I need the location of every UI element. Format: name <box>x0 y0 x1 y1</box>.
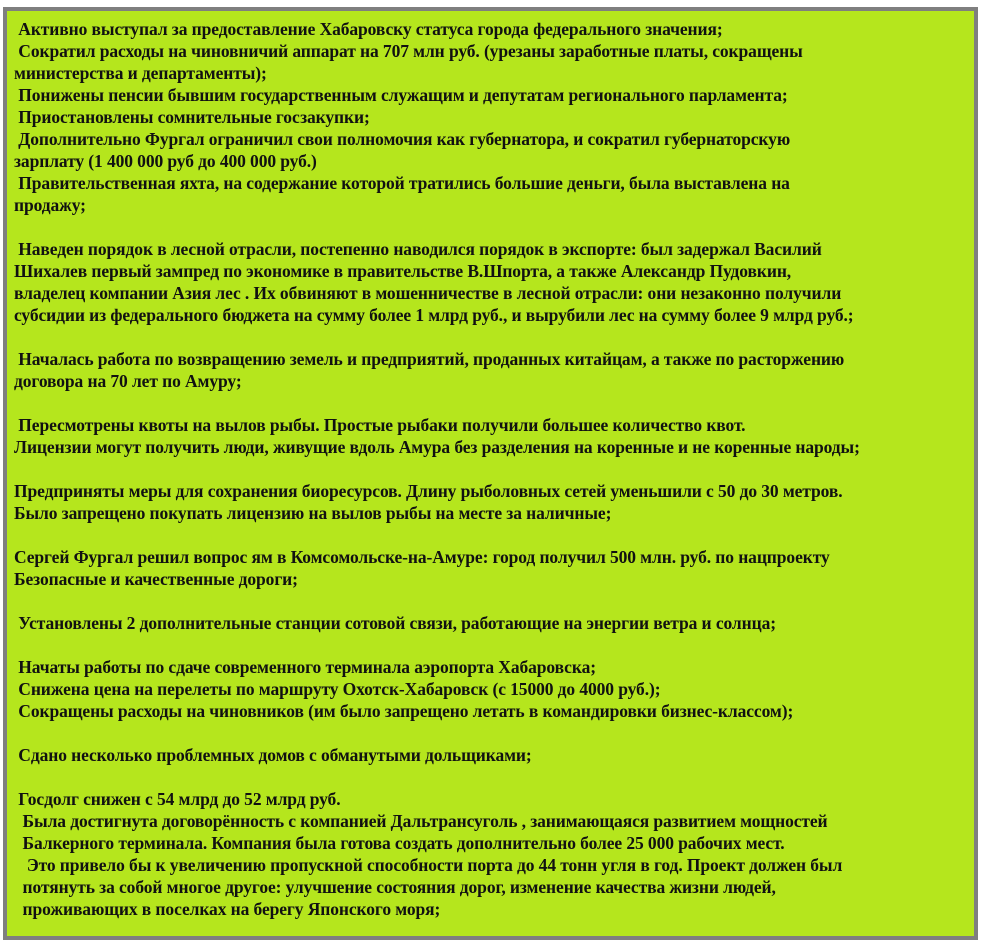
paragraph-gap <box>14 634 969 656</box>
text-line: Балкерного терминала. Компания была готова создать дополнительно более 25 000 рабочих мест. <box>14 833 785 853</box>
text-line: Понижены пенсии бывшим государственным служащим и депутатам регионального парламента; <box>14 85 788 105</box>
text-line: Правительственная яхта, на содержание которой тратились большие деньги, была выставлена на <box>14 173 790 193</box>
text-line: Безопасные и качественные дороги; <box>14 569 298 589</box>
text-line: Установлены 2 дополнительные станции сотовой связи, работающие на энергии ветра и солнца; <box>14 613 776 633</box>
text-line: Активно выступал за предоставление Хабаровску статуса города федерального значения; <box>14 19 723 39</box>
text-line: Предприняты меры для сохранения биоресурсов. Длину рыболовных сетей уменьшили с 50 до 30 метров. <box>14 481 843 501</box>
text-line: Шихалев первый зампред по экономике в правительстве В.Шпорта, а также Александр Пудовкин, <box>14 261 792 281</box>
paragraph-gap <box>14 766 969 788</box>
text-line: Пересмотрены квоты на вылов рыбы. Простые рыбаки получили большее количество квот. <box>14 415 746 435</box>
text-line: зарплату (1 400 000 руб до 400 000 руб.) <box>14 151 317 171</box>
text-line: владелец компании Азия лес . Их обвиняют в мошенничестве в лесной отрасли: они незаконно получили <box>14 283 842 303</box>
text-line: продажу; <box>14 195 86 215</box>
paragraph-gap <box>14 392 969 414</box>
text-line: Начаты работы по сдаче современного терминала аэропорта Хабаровска; <box>14 657 596 677</box>
paragraph-gap <box>14 326 969 348</box>
text-line: Сократил расходы на чиновничий аппарат на 707 млн руб. (урезаны заработные платы, сокращены <box>14 41 803 61</box>
text-line: Дополнительно Фургал ограничил свои полномочия как губернатора, и сократил губернаторскую <box>14 129 791 149</box>
text-line: Лицензии могут получить люди, живущие вдоль Амура без разделения на коренные и не коренные народы; <box>14 437 860 457</box>
text-line: Наведен порядок в лесной отрасли, постепенно наводился порядок в экспорте: был задержал Василий <box>14 239 822 259</box>
paragraph-gap <box>14 216 969 238</box>
text-line: Это привело бы к увеличению пропускной способности порта до 44 тонн угля в год. Проект должен был <box>14 855 843 875</box>
text-line: Сокращены расходы на чиновников (им было запрещено летать в командировки бизнес-классом); <box>14 701 794 721</box>
text-line: субсидии из федерального бюджета на сумму более 1 млрд руб., и вырубили лес на сумму более 9 млрд руб.; <box>14 305 854 325</box>
text-line: Приостановлены сомнительные госзакупки; <box>14 107 370 127</box>
document-text <box>14 18 969 920</box>
text-line: министерства и департаменты); <box>14 63 267 83</box>
text-line: потянуть за собой многое другое: улучшение состояния дорог, изменение качества жизни людей, <box>14 877 776 897</box>
text-line: Снижена цена на перелеты по маршруту Охотск-Хабаровск (с 15000 до 4000 руб.); <box>14 679 661 699</box>
text-line: Было запрещено покупать лицензию на вылов рыбы на месте за наличные; <box>14 503 612 523</box>
text-line: Была достигнута договорённость с компанией Дальтрансуголь , занимающаяся развитием мощностей <box>14 811 828 831</box>
text-line: Сдано несколько проблемных домов с обманутыми дольщиками; <box>14 745 532 765</box>
paragraph-gap <box>14 458 969 480</box>
text-line: договора на 70 лет по Амуру; <box>14 371 242 391</box>
paragraph-gap <box>14 524 969 546</box>
paragraph-gap <box>14 722 969 744</box>
text-line: проживающих в поселках на берегу Японского моря; <box>14 899 441 919</box>
paragraph-gap <box>14 590 969 612</box>
text-line: Госдолг снижен с 54 млрд до 52 млрд руб. <box>14 789 341 809</box>
text-line: Началась работа по возвращению земель и предприятий, проданных китайцам, а также по расторжению <box>14 349 845 369</box>
text-panel <box>3 7 978 940</box>
text-line: Сергей Фургал решил вопрос ям в Комсомольске-на-Амуре: город получил 500 млн. руб. по нацпроекту <box>14 547 830 567</box>
